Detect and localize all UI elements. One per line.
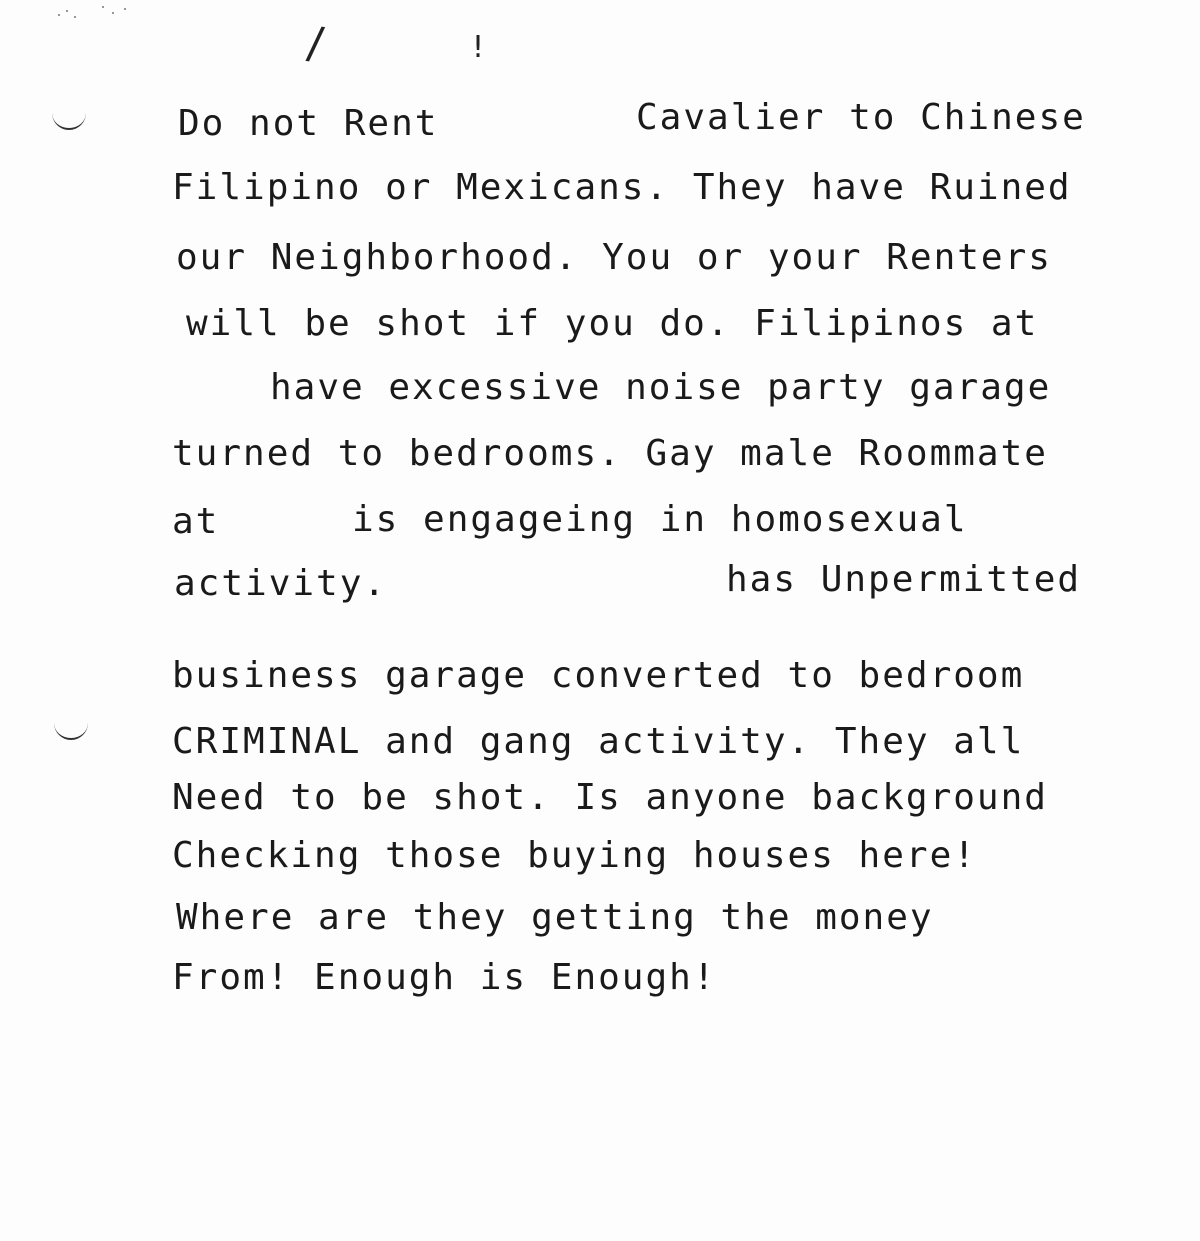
letter-line-9: business garage converted to bedroom	[172, 655, 1025, 696]
letter-line-4: will be shot if you do. Filipinos at	[186, 303, 1039, 344]
letter-line-8b: has Unpermitted	[726, 559, 1082, 600]
letter-line-6: turned to bedrooms. Gay male Roommate	[172, 433, 1048, 474]
letter-line-2: Filipino or Mexicans. They have Ruined	[172, 167, 1072, 208]
scan-speck	[102, 6, 104, 8]
scan-speck	[58, 14, 60, 16]
letter-line-8a: activity.	[174, 563, 388, 604]
scan-speck	[112, 12, 114, 14]
punch-hole-mark	[54, 718, 88, 740]
letter-line-14: From! Enough is Enough!	[172, 957, 717, 998]
letter-line-13: Where are they getting the money	[176, 897, 934, 938]
scan-speck	[74, 16, 76, 18]
exclamation-mark: !	[472, 30, 485, 65]
letter-line-5: have excessive noise party garage	[270, 367, 1052, 408]
letter-line-1b: Cavalier to Chinese	[636, 97, 1086, 138]
letter-line-10: CRIMINAL and gang activity. They all	[172, 721, 1025, 762]
scan-speck	[66, 10, 68, 12]
slash-mark: /	[304, 17, 327, 70]
letter-line-1a: Do not Rent	[178, 103, 439, 144]
letter-line-7a: at	[172, 501, 220, 542]
letter-line-3: our Neighborhood. You or your Renters	[176, 237, 1052, 278]
letter-line-7b: is engageing in homosexual	[352, 499, 968, 540]
letter-line-12: Checking those buying houses here!	[172, 835, 977, 876]
punch-hole-mark	[52, 108, 86, 130]
scan-speck	[124, 8, 126, 10]
letter-line-11: Need to be shot. Is anyone background	[172, 777, 1048, 818]
